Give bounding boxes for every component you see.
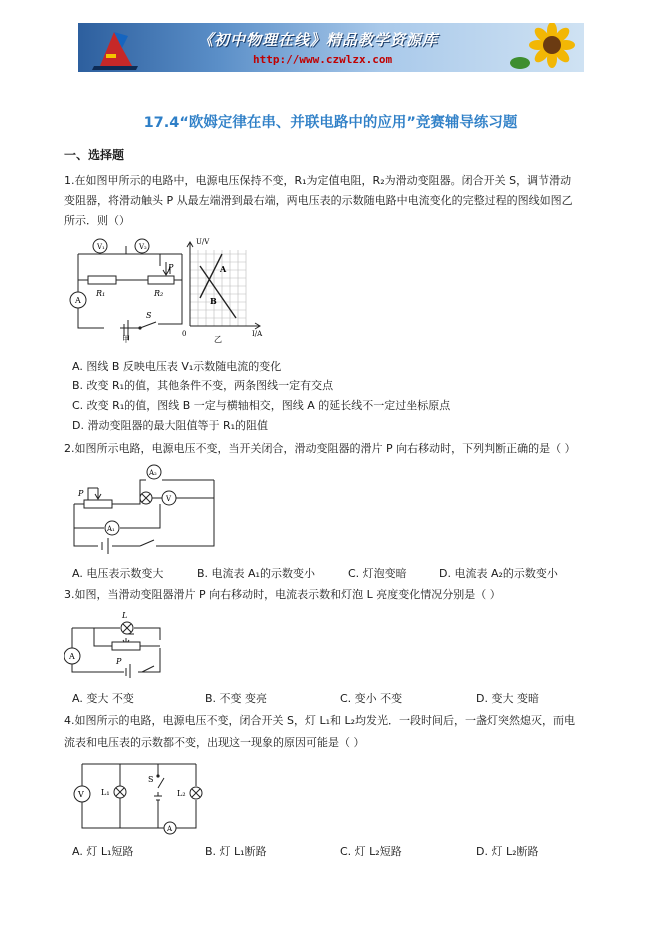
q4-figure — [64, 758, 214, 838]
q3-label-l: L — [122, 611, 128, 620]
banner-title: 《初中物理在线》精品教学资源库 — [198, 31, 439, 49]
q3-label-a: A — [69, 652, 75, 661]
q1-switch-icon — [140, 322, 156, 328]
q4-stem-line-1: 4.如图所示的电路，电源电压不变，闭合开关 S，灯 L₁和 L₂均发光．一段时间后，一盏灯突然熄灭，而电 — [64, 714, 576, 727]
q3-rheostat-icon — [112, 642, 140, 650]
q1-label-yi: 乙 — [214, 335, 222, 344]
q2-label-v: V — [166, 495, 172, 503]
q2-label-a1: A₁ — [107, 525, 115, 533]
q4-label-l1: L₁ — [101, 788, 110, 797]
q4-label-l2: L₂ — [177, 789, 186, 798]
q3-label-p: P — [116, 657, 122, 666]
q2-option-b: B. 电流表 A₁的示数变小 — [197, 567, 315, 580]
q4-label-a: A — [167, 825, 173, 833]
q2-option-d: D. 电流表 A₂的示数变小 — [439, 567, 558, 580]
q1-option-d: D. 滑动变阻器的最大阻值等于 R₁的阻值 — [72, 419, 269, 432]
q1-label-r2: R₂ — [154, 289, 164, 298]
q4-option-a: A. 灯 L₁短路 — [72, 845, 134, 858]
q1-axis-label-ia: I/A — [252, 330, 263, 338]
q1-label-line-a: A — [220, 264, 227, 274]
q2-rheostat-icon — [84, 500, 112, 508]
q3-option-a: A. 变大 不变 — [72, 692, 134, 705]
q1-label-ammeter: A — [75, 296, 81, 305]
q2-switch-icon — [140, 540, 154, 546]
q4-label-s: S — [148, 775, 154, 784]
q1-option-c: C. 改变 R₁的值，图线 B 一定与横轴相交，图线 A 的延长线不一定过坐标原点 — [72, 399, 451, 412]
q1-resistor-r1-icon — [88, 276, 116, 284]
q1-axis-label-uv: U/V — [196, 238, 210, 246]
q2-option-a: A. 电压表示数变大 — [72, 567, 164, 580]
q1-figure — [64, 236, 284, 346]
q3-figure — [64, 608, 184, 678]
header-banner — [78, 23, 584, 72]
q1-label-v2: V₂ — [139, 243, 147, 251]
q3-stem: 3.如图，当滑动变阻器滑片 P 向右移动时，电流表示数和灯泡 L 亮度变化情况分别是（ ） — [64, 588, 501, 601]
q4-option-c: C. 灯 L₂短路 — [340, 845, 402, 858]
q3-option-c: C. 变小 不变 — [340, 692, 403, 705]
q1-stem-line-3: 所示．则（） — [64, 214, 130, 227]
q4-switch-icon — [156, 774, 159, 777]
q3-switch-icon — [142, 666, 154, 672]
q2-label-p: P — [78, 489, 84, 498]
q2-figure — [68, 460, 218, 555]
q1-label-s: S — [146, 311, 152, 320]
banner-url[interactable]: http://www.czwlzx.com — [253, 53, 393, 66]
q4-label-v: V — [78, 790, 84, 799]
q3-option-d: D. 变大 变暗 — [476, 692, 539, 705]
q1-label-jia: 甲 — [122, 335, 130, 344]
q1-axis-origin: 0 — [182, 330, 187, 338]
q4-stem-line-2: 流表和电压表的示数都不变，出现这一现象的原因可能是（ ） — [64, 736, 365, 749]
section-heading: 一、选择题 — [64, 148, 125, 162]
q1-option-b: B. 改变 R₁的值，其他条件不变，两条图线一定有交点 — [72, 379, 334, 392]
q1-rheostat-r2-icon — [148, 276, 174, 284]
q4-option-d: D. 灯 L₂断路 — [476, 845, 539, 858]
q1-stem-line-2: 变阻器，将滑动触头 P 从最左端滑到最右端，两电压表的示数随电路中电流变化的完整过程的图线如图乙 — [64, 194, 573, 207]
q2-stem: 2.如图所示电路，电源电压不变，当开关闭合，滑动变阻器的滑片 P 向右移动时，下列判断正确的是（ ） — [64, 442, 576, 455]
q1-label-line-b: B — [210, 296, 217, 306]
q4-option-b: B. 灯 L₁断路 — [205, 845, 267, 858]
q1-stem-line-1: 1.在如图甲所示的电路中，电源电压保持不变，R₁为定值电阻，R₂为滑动变阻器。闭合开关 S，调节滑动 — [64, 174, 572, 187]
q2-option-c: C. 灯泡变暗 — [348, 567, 407, 580]
q1-option-a: A. 图线 B 反映电压表 V₁示数随电流的变化 — [72, 360, 282, 373]
q3-option-b: B. 不变 变亮 — [205, 692, 268, 705]
sunflower-icon — [508, 23, 584, 72]
q2-label-a2: A₂ — [149, 469, 157, 477]
q1-line-a — [200, 254, 222, 298]
document-title: 17.4“欧姆定律在串、并联电路中的应用”竞赛辅导练习题 — [143, 115, 518, 131]
q1-label-r1: R₁ — [96, 289, 106, 298]
q1-label-p: P — [168, 263, 174, 272]
q1-label-v1: V₁ — [97, 243, 105, 251]
site-logo-icon — [92, 26, 140, 70]
